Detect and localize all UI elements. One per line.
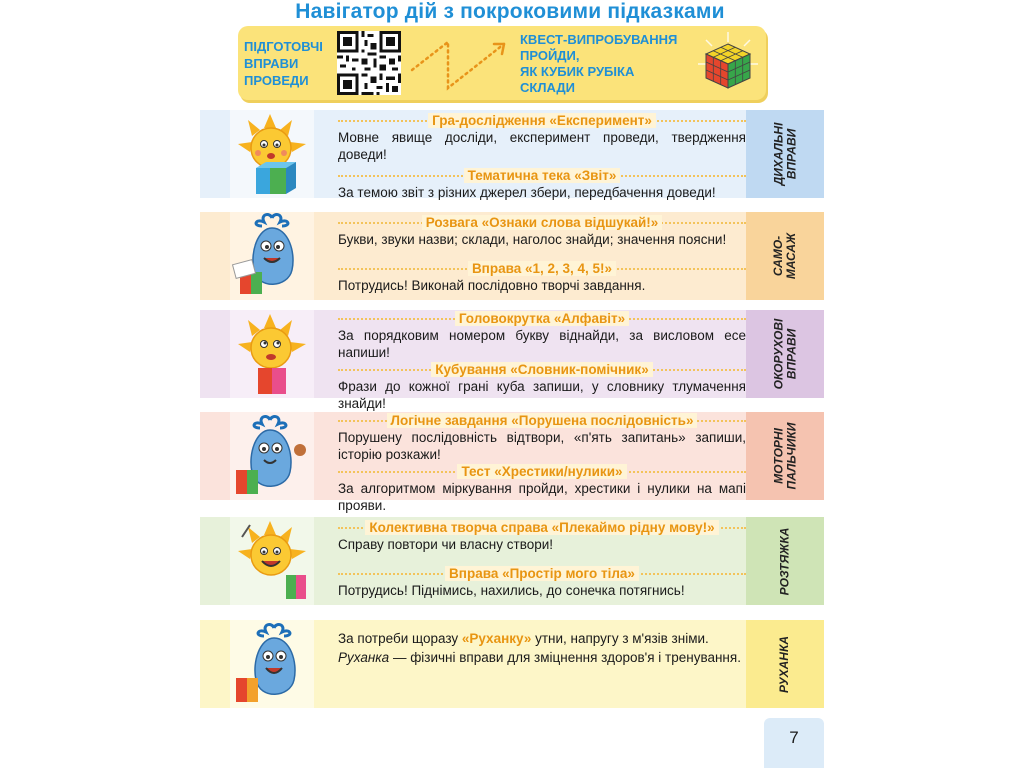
section-finger-motor [200,412,824,513]
side-label-tab: ДИХАЛЬНІ ВПРАВИ [746,110,824,198]
sun-mascot-icon [230,517,314,605]
sun-mascot-icon [230,110,314,198]
header-banner [238,26,766,100]
dotted-arrow-icon [408,30,518,96]
activity-heading: Гра-дослідження «Експеримент» [338,112,746,129]
activity-heading: Вправа «Простір мого тіла» [338,565,746,582]
section-eye-exercises [200,310,824,411]
section-warm-up [200,620,824,708]
drop-mascot-icon [230,412,314,500]
activity-description: Мовне явище досліди, експеримент проведи, твердження доведи! [338,130,746,162]
section-content [338,214,746,294]
side-label-tab: РОЗТЯЖКА [746,517,824,605]
activity-description: Потрудись! Виконай послідовно творчі завдання. [338,278,646,293]
side-label-tab: ОКОРУХОВІ ВПРАВИ [746,310,824,398]
activity-description: Букви, звуки назви; склади, наголос знайди; значення поясни! [338,232,727,247]
activity-description: Фрази до кожної грані куба запиши, у словнику тлумачення знайди! [338,379,746,411]
activity-heading: Тест «Хрестики/нулики» [338,463,746,480]
section-breathing [200,110,824,198]
section-stretching [200,517,824,605]
activity-heading: Вправа «1, 2, 3, 4, 5!» [338,260,746,277]
page-number: 7 [764,718,824,768]
drop-mascot-icon [230,212,314,300]
warm-up-description: За потреби щоразу «Руханку» утни, напругу з м'язів зніми. [338,631,709,646]
section-content [338,310,746,412]
preparatory-exercises-label: ПІДГОТОВЧІ ВПРАВИ ПРОВЕДИ [244,39,323,88]
activity-heading: Тематична тека «Звіт» [338,167,746,184]
section-content [338,412,746,514]
activity-description: Справу повтори чи власну створи! [338,537,554,552]
section-self-massage [200,212,824,300]
activity-description: Порушену послідовність відтвори, «п'ять запитань» запиши, історію розкажи! [338,430,746,462]
activity-description: За темою звіт з різних джерел збери, передбачення доведи! [338,185,716,200]
activity-description: За порядковим номером букву віднайди, за висловом есе напиши! [338,328,746,360]
activity-heading: Колективна творча справа «Плекаймо рідну мову!» [338,519,746,536]
activity-heading: Головокрутка «Алфавіт» [338,310,746,327]
activity-description: За алгоритмом міркування пройди, хрестики і нулики на мапі прояви. [338,481,746,513]
drop-mascot-icon [230,620,314,708]
activity-heading: Розвага «Ознаки слова відшукай!» [338,214,746,231]
qr-code-icon[interactable] [337,31,401,95]
warm-up-definition: Руханка — фізичні вправи для зміцнення здоров'я і тренування. [338,650,741,665]
side-label-tab: МОТОРНІ ПАЛЬЧИКИ [746,412,824,500]
page-title: Навігатор дій з покроковими підказками [295,0,725,23]
section-content [338,630,746,666]
sun-mascot-icon [230,310,314,398]
section-content [338,519,746,599]
quest-label: КВЕСТ-ВИПРОБУВАННЯ ПРОЙДИ, ЯК КУБИК РУБІКА СКЛАДИ [520,32,678,95]
rubiks-cube-icon [696,30,760,96]
side-label-tab: РУХАНКА [746,620,824,708]
activity-description: Потрудись! Піднімись, нахились, до сонечка потягнись! [338,583,685,598]
section-content [338,112,746,201]
activity-heading: Логічне завдання «Порушена послідовність» [338,412,746,429]
activity-heading: Кубування «Словник-помічник» [338,361,746,378]
side-label-tab: САМО- МАСАЖ [746,212,824,300]
